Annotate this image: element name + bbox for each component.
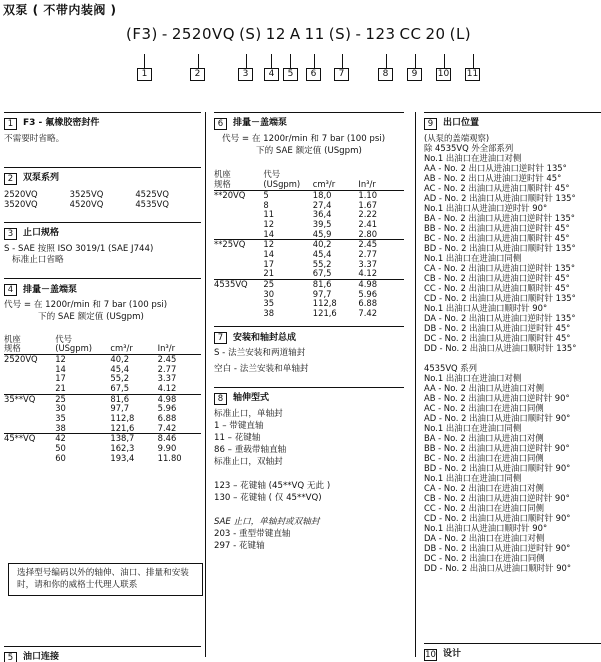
table-cell (214, 250, 263, 260)
table-cell (4, 384, 55, 394)
table-cell: 18,0 (312, 189, 332, 200)
table-cell: 67,5 (110, 383, 130, 394)
section-title: 安装和轴封总成 (233, 332, 297, 343)
table-cell: 35 (263, 298, 275, 309)
table-cell: 14 (263, 228, 275, 239)
series-item: 2520VQ (4, 188, 38, 199)
table-cell: 50 (55, 443, 66, 454)
code-index-box: 3 (238, 68, 253, 81)
table-cell (214, 220, 263, 230)
table-cell (4, 454, 55, 464)
table-cell: 9.90 (157, 443, 177, 454)
code-connector (415, 54, 416, 68)
code-part: CC (399, 25, 422, 43)
table-cell: 25 (263, 279, 312, 289)
table-cell: 35**VQ (4, 394, 55, 404)
table-cell (214, 210, 263, 220)
code-index-box: 10 (437, 69, 450, 79)
table-cell: 2.22 (358, 209, 378, 220)
column-3 (424, 112, 601, 660)
table-cell: 7.42 (157, 422, 177, 433)
column-header: In³/r (358, 170, 404, 190)
table-row (214, 269, 404, 279)
table-cell: 35 (55, 413, 66, 424)
series-item: 4535VQ (135, 199, 169, 210)
outlet-position-item: No.1 出油口从进油口顺时针 90° (424, 523, 548, 533)
code-index-box: 9 (407, 68, 422, 81)
section-number: 2 (4, 173, 17, 185)
series-list (4, 189, 201, 210)
section-9 (424, 112, 601, 574)
table-cell: 12 (263, 240, 312, 250)
section-title: 设计 (443, 649, 462, 660)
table-cell: 2.41 (358, 218, 378, 229)
table-cell: 42 (55, 434, 110, 444)
code-connector (314, 54, 315, 68)
outlet-position-item: CD - No. 2 出油口从进油口顺时针 135° (424, 293, 576, 303)
section-number: 7 (214, 332, 227, 344)
table-cell: 81,6 (313, 279, 359, 289)
outlet-position-item: BB - No. 2 出油口从进油口逆时针 90° (424, 443, 570, 453)
shaft-option: 1 – 带键直轴 (214, 420, 264, 431)
outlet-position-item: BD - No. 2 出油口从进油口顺时针 90° (424, 463, 571, 473)
table-cell: 38 (55, 422, 66, 433)
table-cell (214, 230, 263, 240)
section-7 (214, 326, 404, 374)
displacement-table (214, 170, 404, 318)
code-connector (144, 54, 145, 68)
table-cell: 36,4 (312, 209, 332, 220)
table-row (4, 424, 201, 434)
section-title: 排量－盖端泵 (23, 284, 78, 295)
table-cell (214, 309, 263, 319)
shaft-options (214, 409, 404, 552)
table-cell: 7.42 (358, 307, 378, 318)
table-cell: 14 (263, 248, 275, 259)
table-cell: 30 (55, 403, 66, 414)
outlet-position-item: AA - No. 2 出油口从进油口对侧 (424, 383, 544, 393)
table-cell: 97,7 (312, 288, 332, 299)
shaft-option: 297 - 花键轴 (214, 540, 265, 551)
table-cell: 12 (55, 354, 66, 365)
code-connector (386, 54, 387, 68)
page-title: 双泵 ( 不带内装阀 ) (3, 3, 117, 17)
outlet-position-item: No.1 出油口在进油口同侧 (424, 253, 522, 263)
table-cell: 17 (263, 258, 275, 269)
code-part: (L) (449, 25, 472, 43)
outlet-position-item: No.1 出油口在进油口对侧 (424, 153, 522, 163)
section-title: 轴伸型式 (233, 393, 270, 404)
section-text: 空白 - 法兰安装和单轴封 (214, 364, 309, 375)
section-text: 下的 SAE 额定值 (USgpm) (256, 145, 362, 156)
outlet-position-item: DD - No. 2 出油口从进油口顺时针 135° (424, 343, 577, 353)
table-cell: 2.77 (358, 248, 378, 259)
series-item: 3525VQ (69, 188, 104, 199)
outlet-position-item: BA - No. 2 出油口从进油口对侧 (424, 433, 544, 443)
code-index-box: 2 (190, 68, 205, 81)
column-header: 代号 (USgpm) (55, 335, 110, 355)
section-number: 1 (4, 118, 17, 130)
column-divider (205, 112, 206, 657)
table-cell: 2.45 (157, 354, 177, 365)
table-cell: 4.98 (158, 394, 201, 404)
table-cell (4, 424, 55, 434)
section-text: 代号 = 在 1200r/min 和 7 bar (100 psi) (222, 134, 386, 144)
shaft-option: 标准止口，双轴封 (214, 456, 283, 467)
table-cell: 45,9 (312, 228, 332, 239)
table-cell: 81,6 (110, 394, 157, 404)
table-cell: 60 (55, 452, 66, 463)
table-cell: 27,4 (312, 199, 332, 210)
section-text: S - SAE 按照 ISO 3019/1 (SAE J744) (4, 243, 154, 254)
table-cell: 2.80 (358, 228, 378, 239)
outlet-position-item: No.1 出油口从进油口顺时针 90° (424, 303, 548, 313)
code-connector (444, 54, 445, 68)
table-cell: 45**VQ (4, 434, 55, 444)
table-cell: 193,4 (110, 452, 135, 463)
table-cell: 11 (263, 209, 275, 220)
table-cell: 45,4 (312, 248, 332, 259)
shaft-option: 标准止口，单轴封 (214, 408, 283, 419)
series-item: 4525VQ (135, 188, 169, 199)
code-index-box: 1 (137, 68, 152, 81)
section-number: 6 (214, 118, 227, 130)
code-part: A (289, 25, 301, 43)
shaft-option: 130 – 花键轴 ( 仅 45**VQ) (214, 492, 322, 503)
table-cell: 97,7 (110, 403, 130, 414)
shaft-option: 11 – 花键轴 (214, 432, 261, 443)
section-title: 排量－盖端泵 (233, 118, 288, 129)
table-cell: 6.88 (157, 413, 177, 424)
section-text: 标准止口省略 (12, 255, 64, 266)
table-row (4, 384, 201, 394)
section-title: 油口连接 (23, 652, 60, 662)
table-cell: 40,2 (313, 240, 359, 250)
outlet-position-item: (从泵的盖端观察) (424, 133, 490, 143)
code-index-box: 11 (466, 69, 479, 79)
code-part: (S) (239, 25, 262, 43)
section-text: 不需要时省略。 (4, 134, 65, 144)
table-cell: 121,6 (312, 307, 337, 318)
code-part: 12 (265, 25, 286, 43)
outlet-position-item: BA - No. 2 出油口从进油口逆时针 135° (424, 213, 575, 223)
outlet-position-list (424, 134, 601, 574)
outlet-position-item: AB - No. 2 出口从进油口逆时针 45° (424, 173, 562, 183)
code-part: 20 (425, 25, 446, 43)
table-cell: 17 (55, 373, 66, 384)
outlet-position-item: CC - No. 2 出油口在进油口同侧 (424, 503, 544, 513)
table-cell (4, 444, 55, 454)
code-connector (473, 54, 474, 68)
table-cell: 39,5 (312, 218, 332, 229)
table-cell: 67,5 (312, 268, 332, 279)
table-cell: 5.96 (157, 403, 177, 414)
column-divider (415, 112, 416, 657)
code-connector (342, 54, 343, 68)
outlet-position-item: DB - No. 2 出油口从进油口逆时针 45° (424, 323, 571, 333)
section-3 (4, 222, 201, 266)
section-10 (424, 643, 601, 662)
table-cell (214, 201, 263, 211)
table-cell: 1.10 (358, 189, 378, 200)
section-title: F3 - 氟橡胶密封件 (23, 118, 100, 129)
table-cell: 5 (263, 189, 269, 200)
table-cell: 4.98 (358, 279, 404, 289)
outlet-position-item: No.1 出油口在进油口同侧 (424, 423, 522, 433)
table-cell: 2.77 (157, 363, 177, 374)
outlet-position-item: DA - No. 2 出油口在进油口对侧 (424, 533, 545, 543)
outlet-position-item: CB - No. 2 出油口从进油口逆时针 90° (424, 493, 570, 503)
table-cell (214, 269, 263, 279)
outlet-position-item: BD - No. 2 出油口从进油口顺时针 135° (424, 243, 576, 253)
code-part: 11 (304, 25, 325, 43)
section-4 (4, 278, 201, 463)
section-5 (4, 646, 201, 662)
code-index-box: 6 (306, 68, 321, 81)
outlet-position-item: 除 4535VQ 外全部系列 (424, 143, 514, 153)
column-header: 机座 规格 (4, 335, 55, 355)
section-title: 出口位置 (443, 118, 480, 129)
code-index-box: 4 (264, 68, 279, 81)
table-cell (4, 404, 55, 414)
outlet-position-item: AC - No. 2 出油口在进油口同侧 (424, 403, 544, 413)
column-2 (214, 112, 404, 553)
outlet-position-item: CC - No. 2 出油口从进油口顺时针 45° (424, 283, 570, 293)
code-connector (271, 54, 272, 68)
model-code (126, 25, 475, 44)
table-cell: 55,2 (312, 258, 332, 269)
code-part: 123 (365, 25, 396, 43)
code-part: - (355, 25, 362, 43)
table-cell: 45,4 (110, 363, 130, 374)
table-cell: 8 (263, 199, 269, 210)
outlet-position-item: AD - No. 2 出油口从进油口顺时针 135° (424, 193, 576, 203)
outlet-position-item: 4535VQ 系列 (424, 363, 478, 373)
outlet-position-item: No.1 出油口在进油口对侧 (424, 373, 522, 383)
table-cell: **20VQ (214, 189, 246, 200)
table-cell: 40,2 (110, 354, 130, 365)
table-cell: 3.37 (358, 258, 378, 269)
section-6 (214, 112, 404, 318)
table-cell (4, 365, 55, 375)
code-connector (198, 54, 199, 68)
code-part: (S) (328, 25, 352, 43)
section-number: 8 (214, 393, 227, 405)
table-cell: 112,8 (312, 298, 337, 309)
table-cell: 121,6 (110, 422, 135, 433)
table-cell: 6.88 (358, 298, 378, 309)
column-header: 机座 规格 (214, 170, 263, 190)
column-header: cm³/r (110, 335, 157, 355)
code-index-box: 8 (378, 68, 393, 81)
outlet-position-item: CB - No. 2 出油口从进油口逆时针 45° (424, 273, 570, 283)
shaft-option: SAE 止口，单轴封或双轴封 (214, 516, 320, 527)
series-item: 3520VQ (4, 199, 38, 210)
table-cell (214, 260, 263, 270)
table-cell: 12 (263, 218, 275, 229)
outlet-position-item: CA - No. 2 出油口在进油口对侧 (424, 483, 544, 493)
table-cell: 2520VQ (4, 354, 38, 365)
shaft-option: 123 – 花键轴 (45**VQ 无此 ) (214, 480, 331, 491)
table-cell: 55,2 (110, 373, 130, 384)
table-cell: 21 (263, 268, 275, 279)
table-cell: 25 (55, 394, 110, 404)
section-title: 双泵系列 (23, 173, 60, 184)
section-title: 止口规格 (23, 228, 60, 239)
code-part: - (161, 25, 168, 43)
table-row (214, 279, 404, 289)
outlet-position-item: CD - No. 2 出油口从进油口顺时针 90° (424, 513, 571, 523)
outlet-position-item: CA - No. 2 出油口从进油口逆时针 135° (424, 263, 576, 273)
section-8 (214, 387, 404, 552)
table-row (214, 230, 404, 240)
section-number: 3 (4, 228, 17, 240)
section-text: 代号 = 在 1200r/min 和 7 bar (100 psi) (4, 300, 168, 311)
code-connector (246, 54, 247, 68)
code-connector (290, 54, 291, 68)
section-2 (4, 167, 201, 210)
table-cell: 5.96 (358, 288, 378, 299)
shaft-option: 203 - 重型带键直轴 (214, 528, 291, 539)
series-item: 4520VQ (69, 199, 104, 210)
section-1 (4, 112, 201, 145)
displacement-table (4, 335, 201, 464)
table-cell: 138,7 (110, 434, 157, 444)
section-number: 10 (425, 650, 436, 660)
outlet-position-item: DC - No. 2 出油口从进油口顺时针 45° (424, 333, 571, 343)
outlet-position-item: AA - No. 2 出口从进油口逆时针 135° (424, 163, 567, 173)
table-row (4, 454, 201, 464)
outlet-position-item: DC - No. 2 出油口在进油口同侧 (424, 553, 545, 563)
table-row (214, 309, 404, 319)
section-text: S - 法兰安装和两道轴封 (214, 348, 306, 359)
table-cell: 1.67 (358, 199, 378, 210)
table-cell (214, 299, 263, 309)
table-cell: 3.37 (157, 373, 177, 384)
column-header: 代号 (USgpm) (263, 170, 312, 190)
table-cell: 14 (55, 363, 66, 374)
section-number: 5 (4, 652, 17, 662)
outlet-position-item: BB - No. 2 出油口从进油口逆时针 45° (424, 223, 570, 233)
table-cell: 11.80 (157, 452, 182, 463)
table-cell: **25VQ (214, 240, 263, 250)
outlet-position-item: DA - No. 2 出油口从进油口逆时针 135° (424, 313, 576, 323)
outlet-position-item: BC - No. 2 出油口在进油口同侧 (424, 453, 544, 463)
table-cell: 38 (263, 307, 275, 318)
outlet-position-item: AC - No. 2 出油口从进油口顺时针 45° (424, 183, 570, 193)
table-cell (214, 290, 263, 300)
shaft-option (214, 505, 404, 516)
column-1 (4, 112, 201, 463)
table-cell: 2.45 (358, 240, 404, 250)
note-box: 选择型号编码以外的轴伸、油口、排量和安装时，请和你的威格士代理人联系 (8, 563, 203, 596)
column-header: In³/r (158, 335, 201, 355)
table-cell: 162,3 (110, 443, 135, 454)
code-index-box: 5 (283, 68, 298, 81)
table-cell: 30 (263, 288, 275, 299)
code-index-box: 7 (334, 68, 349, 81)
shaft-option (214, 469, 404, 480)
section-number: 9 (424, 118, 437, 130)
outlet-position-item: DB - No. 2 出油口从进油口逆时针 90° (424, 543, 571, 553)
shaft-option: 86 – 重载带轴直轴 (214, 444, 287, 455)
table-cell: 4.12 (157, 383, 177, 394)
section-number: 4 (4, 284, 17, 296)
outlet-position-item: No.1 出油口从进油口逆时针 90° (424, 203, 548, 213)
outlet-position-item: AD - No. 2 出油口从进油口顺时针 90° (424, 413, 571, 423)
outlet-position-item: DD - No. 2 出油口从进油口顺时针 90° (424, 563, 572, 573)
outlet-position-item: BC - No. 2 出油口从进油口顺时针 45° (424, 233, 570, 243)
table-cell (4, 414, 55, 424)
table-cell: 21 (55, 383, 66, 394)
code-part: (F3) (126, 25, 158, 43)
outlet-position-item: AB - No. 2 出油口从进油口逆时针 90° (424, 393, 570, 403)
table-cell (4, 374, 55, 384)
table-cell: 4535VQ (214, 279, 263, 289)
table-cell: 112,8 (110, 413, 135, 424)
column-header: cm³/r (313, 170, 359, 190)
code-part: 2520VQ (171, 25, 236, 43)
section-text: 下的 SAE 额定值 (USgpm) (38, 311, 144, 322)
table-cell: 8.46 (158, 434, 201, 444)
table-cell: 4.12 (358, 268, 378, 279)
outlet-position-item: No.1 出油口在进油口同侧 (424, 473, 522, 483)
